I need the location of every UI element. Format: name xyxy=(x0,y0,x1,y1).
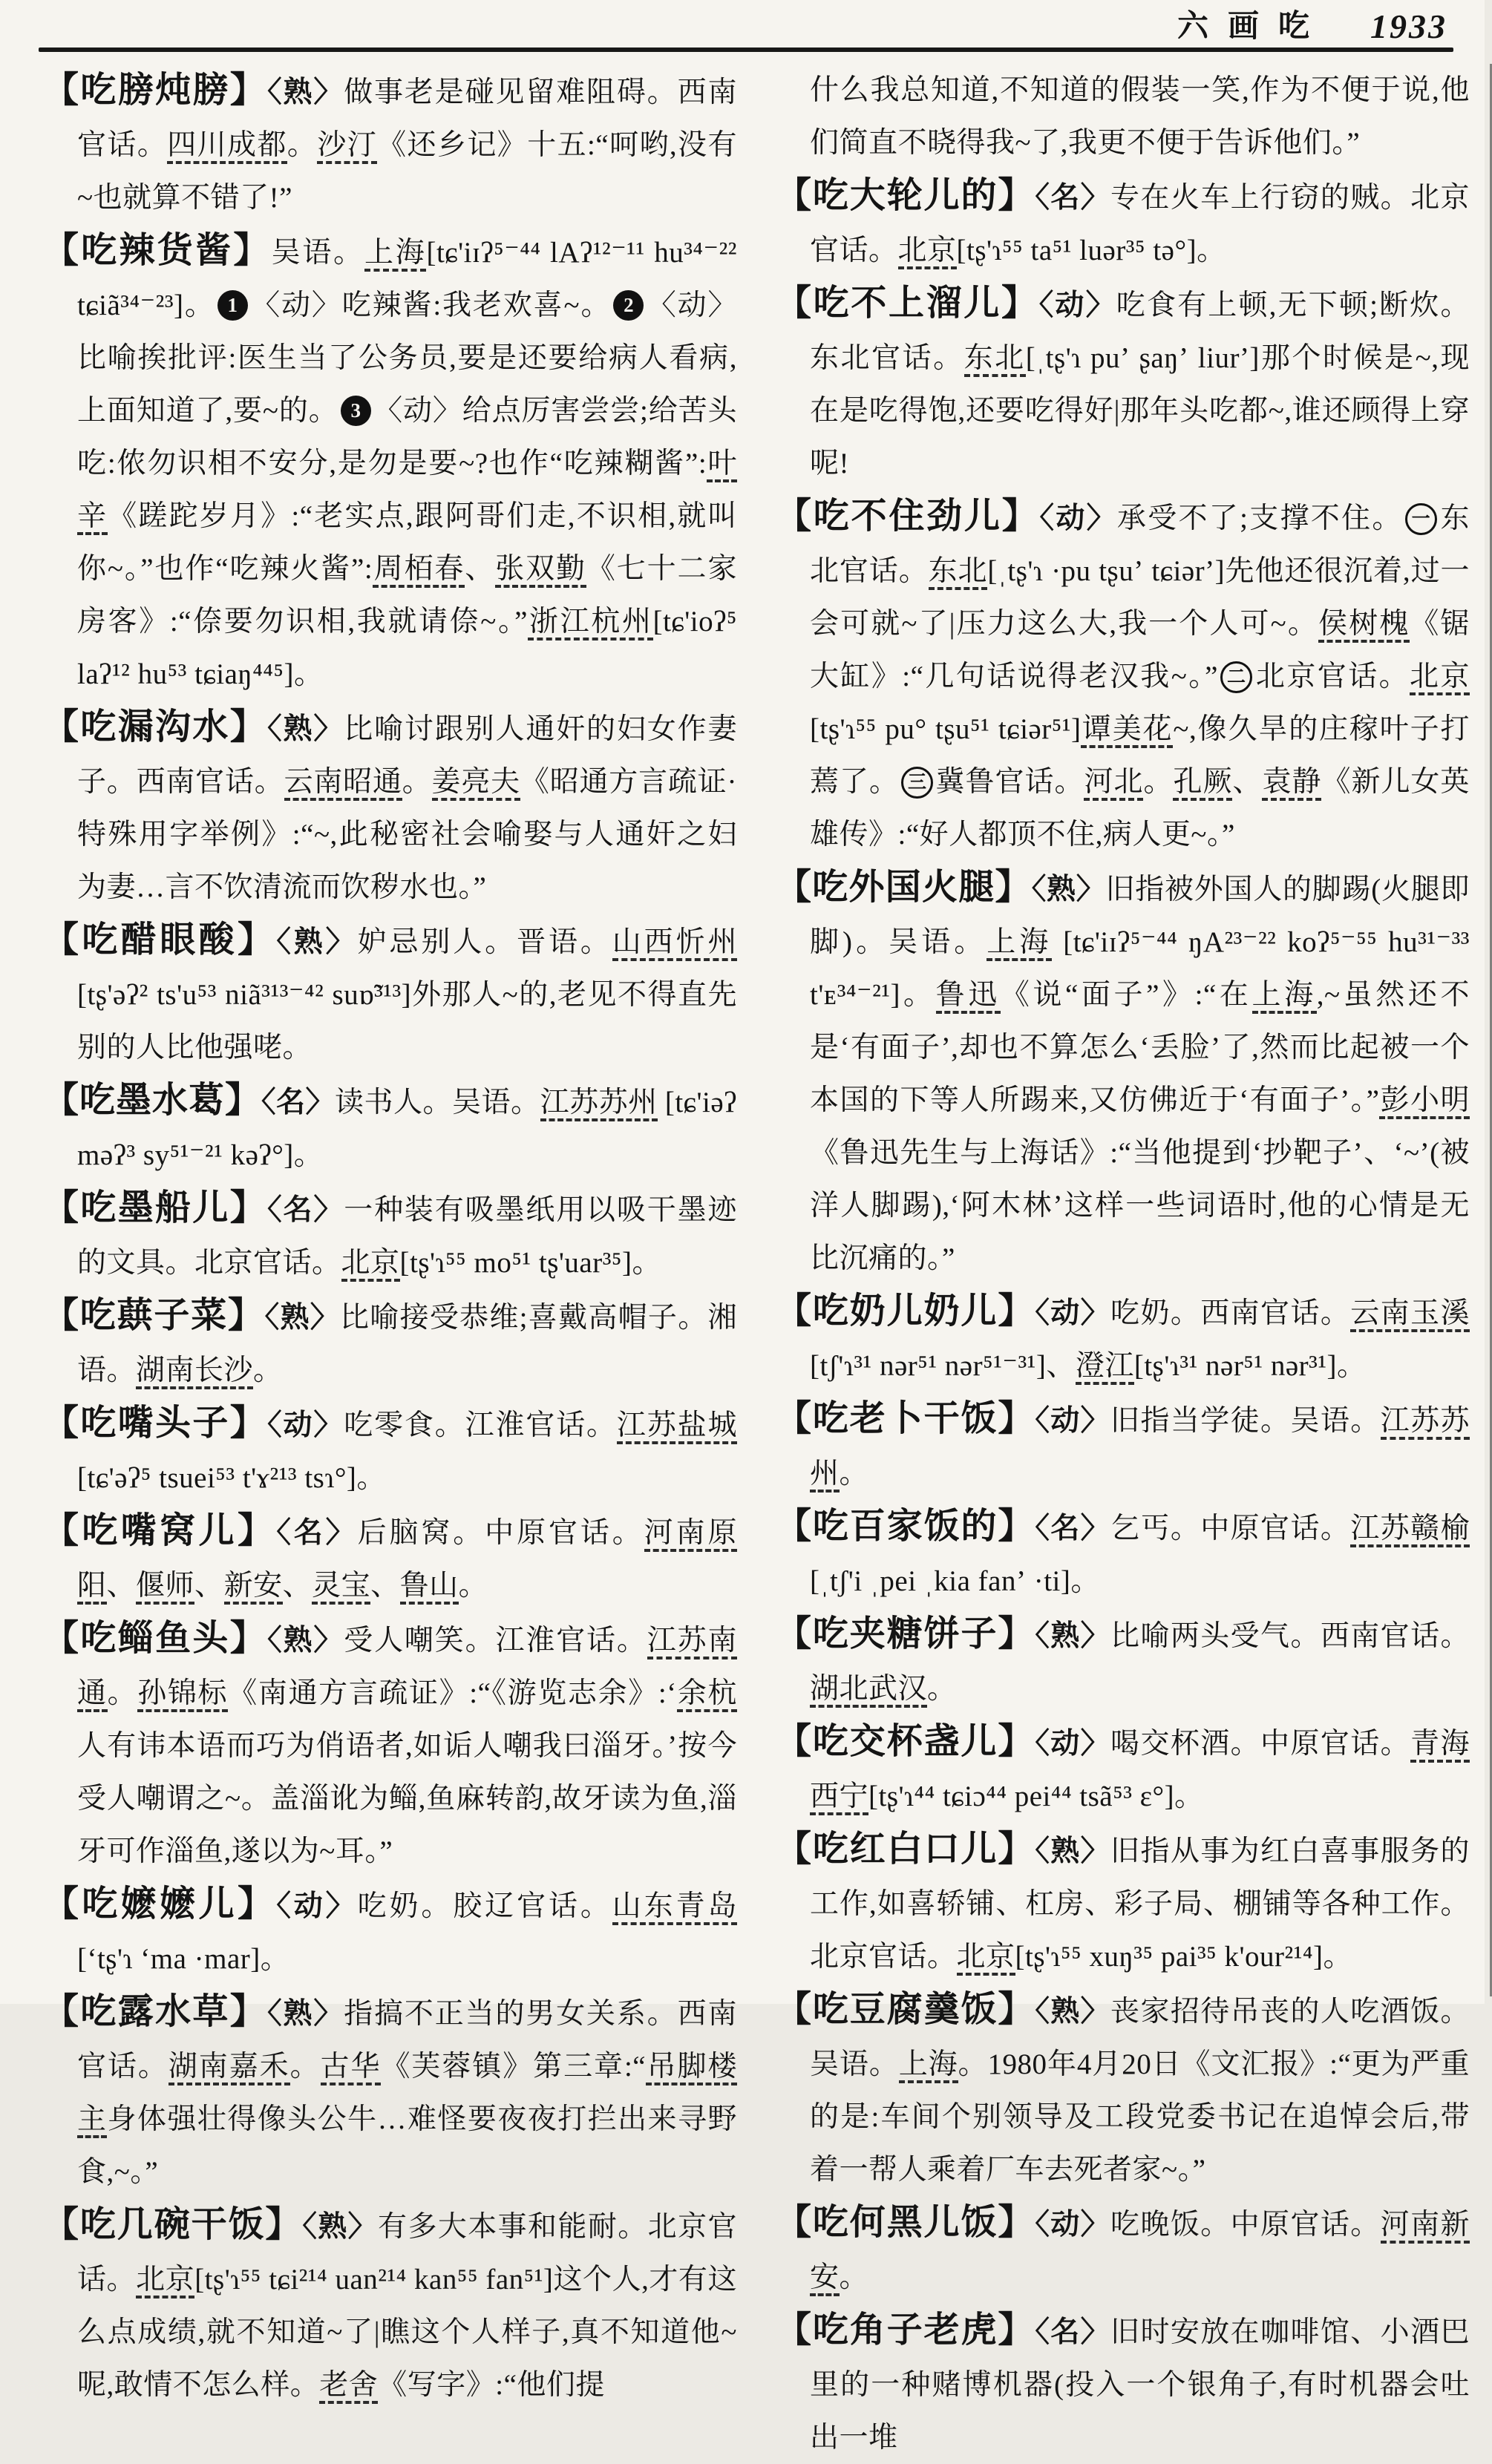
text-segment: 专在火车上行窃的贼。北京官话。 xyxy=(810,182,1470,266)
text-segment: 乞丐。中原官话。 xyxy=(1110,1513,1351,1544)
dictionary-entry xyxy=(43,1878,737,1985)
pos-tag: 〈名〉 xyxy=(267,1194,344,1226)
pos-tag: 〈动〉 xyxy=(1035,1405,1111,1437)
pos-tag: 〈动〉 xyxy=(267,1409,344,1441)
text-segment: 、 xyxy=(1232,766,1263,798)
dictionary-entry xyxy=(776,169,1470,277)
text-segment: [tʂ'ɿ⁴⁴ tɕiɔ⁴⁴ pei⁴⁴ tsã⁵³ ɛ°]。 xyxy=(868,1780,1204,1812)
sense-number: 3 xyxy=(341,396,371,426)
text-segment: 。 xyxy=(287,129,318,161)
text-segment: 北京官话。 xyxy=(1254,661,1410,692)
proper-noun: 湖北武汉 xyxy=(810,1673,927,1708)
proper-noun: 青海西宁 xyxy=(810,1728,1470,1815)
section-stroke-count: 六画 xyxy=(1177,10,1278,44)
text-segment: 《昭通方言疏证·特殊用字举例》:“~,此秘密社会喻娶与人通奸之妇为妻…言不饮清流而饮秽水也。” xyxy=(77,766,737,903)
text-segment: [tʂ'ɿ⁵⁵ pu° tʂu⁵¹ tɕiər⁵¹] xyxy=(810,713,1082,745)
text-segment: 吴语。 xyxy=(271,237,364,269)
subsense-number: 三 xyxy=(901,767,933,799)
pos-tag: 〈熟〉 xyxy=(267,713,344,745)
entry-headword: 【吃红白口儿】 xyxy=(776,1829,1035,1869)
entry-headword: 【吃墨船儿】 xyxy=(43,1188,268,1228)
proper-noun: 鲁山 xyxy=(400,1570,459,1605)
text-segment: 指搞不正当的男女关系。西南官话。 xyxy=(77,1998,737,2083)
entry-headword: 【吃嘴窝儿】 xyxy=(43,1511,277,1550)
proper-noun: 姜亮夫 xyxy=(432,766,520,801)
text-segment: [tʂ'ɿ⁵⁵ xuŋ³⁵ pai³⁵ k'our²¹⁴]。 xyxy=(1015,1941,1352,1973)
text-segment: 吃奶。胶辽官话。 xyxy=(357,1890,612,1922)
proper-noun: 上海 xyxy=(364,237,427,272)
proper-noun: 袁静 xyxy=(1262,766,1321,801)
text-segment: 比喻讨跟别人通奸的妇女作妻子。西南官话。 xyxy=(77,713,737,798)
text-segment: 。1980年4月20日《文汇报》:“更为严重的是:车间个别领导及工段党委书记在追悼会后,带着一帮人乘着厂车去死者家~。” xyxy=(810,2048,1470,2186)
subsense-number: 二 xyxy=(1220,661,1252,693)
text-segment: 、 xyxy=(194,1570,224,1602)
text-segment: 旧指被外国人的脚踢(火腿即脚)。吴语。 xyxy=(810,874,1470,958)
entry-headword: 【吃嬷嬷儿】 xyxy=(43,1884,277,1924)
text-segment: 吃晚饭。中原官话。 xyxy=(1110,2209,1381,2241)
proper-noun: 新安 xyxy=(224,1570,283,1605)
text-segment: [tʂ'ɿ⁵⁵ ta⁵¹ luər³⁵ tə°]。 xyxy=(956,235,1226,266)
text-segment: 、 xyxy=(106,1570,137,1602)
text-segment: 旧指从事为红白喜事服务的工作,如喜轿铺、杠房、彩子局、棚铺等各种工作。北京官话。 xyxy=(810,1835,1470,1973)
subsense-number: 一 xyxy=(1405,503,1437,535)
text-segment: 。 xyxy=(253,1354,283,1386)
proper-noun: 老舍 xyxy=(319,2369,378,2404)
right-column xyxy=(776,64,1470,2454)
dictionary-entry xyxy=(776,1285,1470,1392)
proper-noun: 澄江 xyxy=(1076,1350,1134,1385)
dictionary-entry xyxy=(43,224,737,701)
text-segment: [tɕ'iɪʔ⁵⁻⁴⁴ lAʔ¹²⁻¹¹ hu³⁴⁻²² tɕiã³⁴⁻²³]。 xyxy=(77,237,737,321)
dictionary-entry xyxy=(43,701,737,914)
entry-headword: 【吃蕻子菜】 xyxy=(43,1296,265,1335)
proper-noun: 云南昭通 xyxy=(284,766,402,801)
entry-headword: 【吃豆腐羹饭】 xyxy=(776,1990,1035,2029)
text-segment: 、 xyxy=(282,1570,313,1602)
proper-noun: 彭小明 xyxy=(1379,1084,1470,1119)
text-segment: 比喻两头受气。西南官话。 xyxy=(1110,1620,1470,1652)
text-segment: 东北官话。 xyxy=(810,502,1470,587)
dictionary-entry xyxy=(43,1397,737,1504)
entry-headword: 【吃墨水葛】 xyxy=(43,1081,262,1120)
text-segment: 做事老是碰见留难阻碍。西南官话。 xyxy=(77,76,737,161)
entry-headword: 【吃夹糖饼子】 xyxy=(776,1614,1035,1654)
text-segment: [ˌtʂ'ɿ ·pu tʂuʼ tɕiərʼ]先他还很沉着,过一会可就~了|压力这么大,我一个人可~。 xyxy=(810,555,1470,640)
proper-noun: 湖南嘉禾 xyxy=(168,2051,290,2085)
section-character: 吃 xyxy=(1277,10,1329,44)
proper-noun: 东北 xyxy=(964,342,1026,377)
pos-tag: 〈名〉 xyxy=(276,1517,358,1549)
text-segment: 。 xyxy=(107,1677,138,1709)
proper-noun: 江苏赣榆 xyxy=(1350,1513,1470,1547)
text-segment: [tʂ'ɿ⁵⁵ mo⁵¹ tʂ'uar³⁵]。 xyxy=(399,1247,661,1279)
text-segment: 、 xyxy=(370,1570,400,1602)
proper-noun: 北京 xyxy=(957,1941,1015,1976)
text-segment: ,~虽然还不是‘有面子’,却也不算怎么‘丢脸’了,然而比起被一个本国的下等人所踢来,又仿佛近于‘有面子’。” xyxy=(810,979,1470,1116)
entry-headword: 【吃百家饭的】 xyxy=(776,1507,1035,1546)
page-header xyxy=(0,4,1447,46)
dictionary-entry xyxy=(776,2304,1470,2464)
entry-headword: 【吃鲻鱼头】 xyxy=(43,1619,268,1658)
proper-noun: 周栢春 xyxy=(373,553,465,588)
dictionary-entry xyxy=(776,277,1470,490)
text-segment: 丧家招待吊丧的人吃酒饭。吴语。 xyxy=(810,1996,1470,2080)
text-segment: 受人嘲笑。江淮官话。 xyxy=(344,1625,647,1657)
proper-noun: 江苏苏州 xyxy=(810,1405,1470,1493)
text-segment: 。 xyxy=(402,766,432,798)
entry-headword: 【吃膀炖膀】 xyxy=(43,71,268,110)
entry-headword: 【吃露水草】 xyxy=(43,1992,268,2031)
proper-noun: 山西忻州 xyxy=(612,926,737,961)
proper-noun: 上海 xyxy=(987,926,1052,961)
dictionary-entry xyxy=(776,1392,1470,1500)
pos-tag: 〈熟〉 xyxy=(267,1625,344,1657)
text-segment: 吃奶。西南官话。 xyxy=(1110,1297,1351,1329)
text-segment: 承受不了;支撑不住。 xyxy=(1116,502,1403,534)
pos-tag: 〈动〉 xyxy=(1035,2209,1111,2241)
pos-tag: 〈名〉 xyxy=(1035,182,1111,214)
proper-noun: 河北 xyxy=(1084,766,1143,801)
proper-noun: 上海 xyxy=(899,2048,958,2083)
text-segment: [tɕ'ioʔ⁵ laʔ¹² hu⁵³ tɕiaŋ⁴⁴⁵]。 xyxy=(77,606,737,690)
dictionary-entry xyxy=(43,1504,737,1612)
pos-tag: 〈熟〉 xyxy=(264,1302,341,1334)
entry-headword: 【吃外国火腿】 xyxy=(776,868,1032,907)
dictionary-entry xyxy=(43,1985,737,2198)
text-segment: 《七十二家房客》:“倷要勿识相,我就请倷~。” xyxy=(77,553,737,638)
text-segment: [ˌtʃ'i ˌpei ˌkia fanʼ ·ti]。 xyxy=(810,1565,1100,1597)
text-segment: 《锯大缸》:“几句话说得老汉我~。” xyxy=(810,608,1470,692)
text-segment: 冀鲁官话。 xyxy=(935,766,1084,798)
pos-tag: 〈熟〉 xyxy=(276,926,358,958)
proper-noun: 江苏南通 xyxy=(77,1625,737,1712)
proper-noun: 张双勤 xyxy=(495,553,586,588)
proper-noun: 沙汀 xyxy=(317,129,377,164)
text-segment: 。 xyxy=(839,1458,869,1490)
text-segment: 《还乡记》十五:“呵哟,没有~也就算不错了!” xyxy=(77,129,737,214)
pos-tag: 〈熟〉 xyxy=(302,2211,379,2243)
text-segment: 〈动〉给点厉害尝尝;给苦头吃:侬勿识相不安分,是勿是要~?也作“吃辣糊酱”: xyxy=(77,395,737,479)
pos-tag: 〈熟〉 xyxy=(267,1998,344,2030)
proper-noun: 叶辛 xyxy=(77,448,737,535)
text-segment: 《写字》:“他们提 xyxy=(378,2369,605,2401)
proper-noun: 灵宝 xyxy=(312,1570,370,1605)
proper-noun: 浙江杭州 xyxy=(528,606,653,640)
dictionary-entry xyxy=(43,1182,737,1289)
text-segment: 人有讳本语而巧为俏语者,如诟人嘲我曰淄牙。’按今受人嘲谓之~。盖淄讹为鲻,鱼麻转韵,故牙读为鱼,淄牙可作淄鱼,遂以为~耳。” xyxy=(77,1730,737,1867)
text-segment: 。 xyxy=(927,1673,957,1705)
dictionary-entry xyxy=(776,490,1470,861)
proper-noun: 东北 xyxy=(929,555,988,590)
proper-noun: 上海 xyxy=(1252,979,1317,1014)
proper-noun: 湖南长沙 xyxy=(136,1354,253,1389)
text-segment: 有多大本事和能耐。北京官话。 xyxy=(77,2211,737,2296)
text-segment: ~,像久旱的庄稼叶子打蔫了。 xyxy=(810,713,1470,798)
text-segment: 。 xyxy=(289,2051,321,2083)
text-segment: 吃食有上顿,无下顿;断炊。东北官话。 xyxy=(810,289,1470,374)
text-segment: 旧指当学徒。吴语。 xyxy=(1110,1405,1381,1437)
text-segment: 。 xyxy=(458,1570,488,1602)
dictionary-entry xyxy=(776,1715,1470,1823)
page-number: 1933 xyxy=(1370,7,1447,45)
proper-noun: 谭美花 xyxy=(1081,713,1173,748)
text-segment: [tʃ'ɿ³¹ nər⁵¹ nər⁵¹⁻³¹]、 xyxy=(810,1350,1076,1382)
proper-noun: 北京 xyxy=(136,2264,194,2298)
proper-noun: 余杭 xyxy=(677,1677,737,1712)
proper-noun: 河南新安 xyxy=(810,2209,1470,2296)
dictionary-entry xyxy=(776,2196,1470,2304)
text-segment: [tɕ'iəʔ məʔ³ sy⁵¹⁻²¹ kəʔ°]。 xyxy=(77,1087,737,1171)
entry-headword: 【吃漏沟水】 xyxy=(43,707,268,747)
dictionary-entry xyxy=(43,64,737,224)
text-segment: 妒忌别人。晋语。 xyxy=(357,926,612,958)
dictionary-entry xyxy=(43,914,737,1074)
pos-tag: 〈动〉 xyxy=(1039,502,1117,534)
text-segment: [ˌtʂ'ɿ puʼ ʂaŋʼ liurʼ]那个时候是~,现在是吃得饱,还要吃得好|那年头吃都~,谁还顾得上穿呢! xyxy=(810,342,1470,479)
text-segment: 《新儿女英雄传》:“好人都顶不住,病人更~。” xyxy=(810,766,1470,851)
text-segment: 。 xyxy=(1143,766,1174,798)
proper-noun: 偃师 xyxy=(136,1570,194,1605)
pos-tag: 〈动〉 xyxy=(1035,1297,1111,1329)
pos-tag: 〈名〉 xyxy=(1035,2316,1111,2348)
text-segment: 读书人。吴语。 xyxy=(335,1087,540,1118)
proper-noun: 吊脚楼主 xyxy=(77,2051,737,2138)
text-segment: [tɕ'əʔ⁵ tsuei⁵³ t'ɤ²¹³ tsɿ°]。 xyxy=(77,1462,386,1494)
entry-headword: 【吃几碗干饭】 xyxy=(43,2205,303,2244)
dictionary-entry xyxy=(43,1074,737,1182)
proper-noun: 河南原阳 xyxy=(77,1517,737,1605)
proper-noun: 江苏苏州 xyxy=(540,1087,658,1121)
text-segment: 。 xyxy=(839,2261,869,2293)
text-segment: 《芙蓉镇》第三章:“ xyxy=(381,2051,647,2083)
sense-number: 1 xyxy=(217,290,248,321)
entry-headword: 【吃交杯盏儿】 xyxy=(776,1722,1035,1761)
text-segment: 〈动〉吃辣酱:我老欢喜~。 xyxy=(249,289,612,321)
pos-tag: 〈熟〉 xyxy=(267,76,344,108)
dictionary-entry xyxy=(776,1983,1470,2196)
pos-tag: 〈熟〉 xyxy=(1035,1835,1111,1867)
entry-headword: 【吃不上溜儿】 xyxy=(776,284,1039,323)
text-segment: 《南通方言疏证》:“《游览志余》:‘ xyxy=(228,1677,677,1709)
left-column xyxy=(43,64,737,2401)
text-segment: [tʂ'əʔ² ts'u⁵³ niã³¹³⁻⁴² suɒ̃³¹³]外那人~的,老见不得直先别的人比他强咾。 xyxy=(77,979,737,1064)
text-segment: [tɕ'iɪʔ⁵⁻⁴⁴ ŋA²³⁻²² koʔ⁵⁻⁵⁵ hu³¹⁻³³ t'ᴇ³⁴⁻²¹]。 xyxy=(810,926,1470,1011)
dictionary-entry xyxy=(776,1608,1470,1715)
text-segment: 喝交杯酒。中原官话。 xyxy=(1110,1728,1411,1760)
pos-tag: 〈动〉 xyxy=(1035,1728,1111,1760)
text-segment: 一种装有吸墨纸用以吸干墨迹的文具。北京官话。 xyxy=(77,1194,737,1279)
pos-tag: 〈动〉 xyxy=(276,1890,358,1922)
dictionary-entry xyxy=(776,1823,1470,1983)
proper-noun: 北京 xyxy=(1410,661,1470,695)
proper-noun: 山东青岛 xyxy=(612,1890,737,1925)
pos-tag: 〈名〉 xyxy=(1035,1513,1111,1544)
entry-headword: 【吃嘴头子】 xyxy=(43,1403,268,1443)
proper-noun: 江苏盐城 xyxy=(617,1409,737,1444)
text-columns xyxy=(43,64,1470,2454)
text-segment: 后脑窝。中原官话。 xyxy=(357,1517,644,1549)
entry-headword: 【吃何黑儿饭】 xyxy=(776,2203,1035,2242)
pos-tag: 〈熟〉 xyxy=(1035,1996,1111,2028)
text-segment: 旧时安放在咖啡馆、小酒巴里的一种赌博机器(投入一个银角子,有时机器会吐出一堆 xyxy=(810,2316,1470,2454)
text-segment: 比喻接受恭维;喜戴高帽子。湘语。 xyxy=(77,1302,737,1386)
text-segment: 吃零食。江淮官话。 xyxy=(344,1409,617,1441)
proper-noun: 鲁迅 xyxy=(936,979,1001,1014)
proper-noun: 古华 xyxy=(321,2051,382,2085)
section-label xyxy=(1177,1,1329,46)
proper-noun: 侯树槐 xyxy=(1318,608,1410,643)
sense-number: 2 xyxy=(613,290,644,321)
entry-headword: 【吃角子老虎】 xyxy=(776,2310,1035,2350)
text-segment: 〈动〉比喻挨批评:医生当了公务员,要是还要给病人看病,上面知道了,要~的。 xyxy=(77,289,737,427)
dictionary-entry xyxy=(776,861,1470,1285)
text-segment: [ʻtʂ'ɿ ʻma ·mar]。 xyxy=(77,1943,290,1975)
entry-headword: 【吃醋眼酸】 xyxy=(43,920,277,960)
text-segment: 、 xyxy=(465,553,496,585)
dictionary-entry xyxy=(43,2198,737,2411)
pos-tag: 〈动〉 xyxy=(1038,289,1116,321)
text-segment: 《蹉跎岁月》:“老实点,跟阿哥们走,不识相,就叫你~。”也作“吃辣火酱”: xyxy=(77,500,737,585)
text-segment: [tʂ'ɿ⁵⁵ tɕi²¹⁴ uan²¹⁴ kan⁵⁵ fan⁵¹]这个人,才有这么点成绩,就不知道~了|瞧这个人样子,真不知道他~呢,敢情不怎么样。 xyxy=(77,2264,737,2401)
pos-tag: 〈名〉 xyxy=(261,1087,336,1118)
entry-continuation: 什么我总知道,不知道的假装一笑,作为不便于说,他们简直不晓得我~了,我更不便于告诉他们。” xyxy=(810,74,1470,159)
header-rule xyxy=(39,47,1453,52)
proper-noun: 北京 xyxy=(341,1247,400,1282)
dictionary-entry xyxy=(776,1500,1470,1608)
pos-tag: 〈熟〉 xyxy=(1031,874,1106,905)
entry-headword: 【吃大轮儿的】 xyxy=(776,176,1035,215)
dictionary-entry xyxy=(43,1612,737,1878)
proper-noun: 孔厥 xyxy=(1173,766,1232,801)
text-segment: 身体强壮得像头公牛…难怪要夜夜打拦出来寻野食,~。” xyxy=(77,2103,737,2188)
entry-headword: 【吃不住劲儿】 xyxy=(776,497,1040,536)
text-segment: [tʂ'ɿ³¹ nər⁵¹ nər³¹]。 xyxy=(1133,1350,1367,1382)
proper-noun: 云南玉溪 xyxy=(1350,1297,1470,1332)
entry-headword: 【吃辣货酱】 xyxy=(43,231,272,270)
text-segment: 《鲁迅先生与上海话》:“当他提到‘抄靶子’、‘~’(被洋人脚踢),‘阿木林’这样一些词语时,他的心情是无比沉痛的。” xyxy=(810,1137,1470,1274)
entry-headword: 【吃老卜干饭】 xyxy=(776,1399,1035,1438)
proper-noun: 北京 xyxy=(898,235,957,269)
text-segment: 《说“面子”》:“在 xyxy=(1000,979,1252,1011)
pos-tag: 〈熟〉 xyxy=(1035,1620,1111,1652)
entry-headword: 【吃奶儿奶儿】 xyxy=(776,1291,1035,1331)
proper-noun: 四川成都 xyxy=(167,129,287,164)
proper-noun: 孙锦标 xyxy=(137,1677,228,1712)
dictionary-entry xyxy=(43,1289,737,1397)
